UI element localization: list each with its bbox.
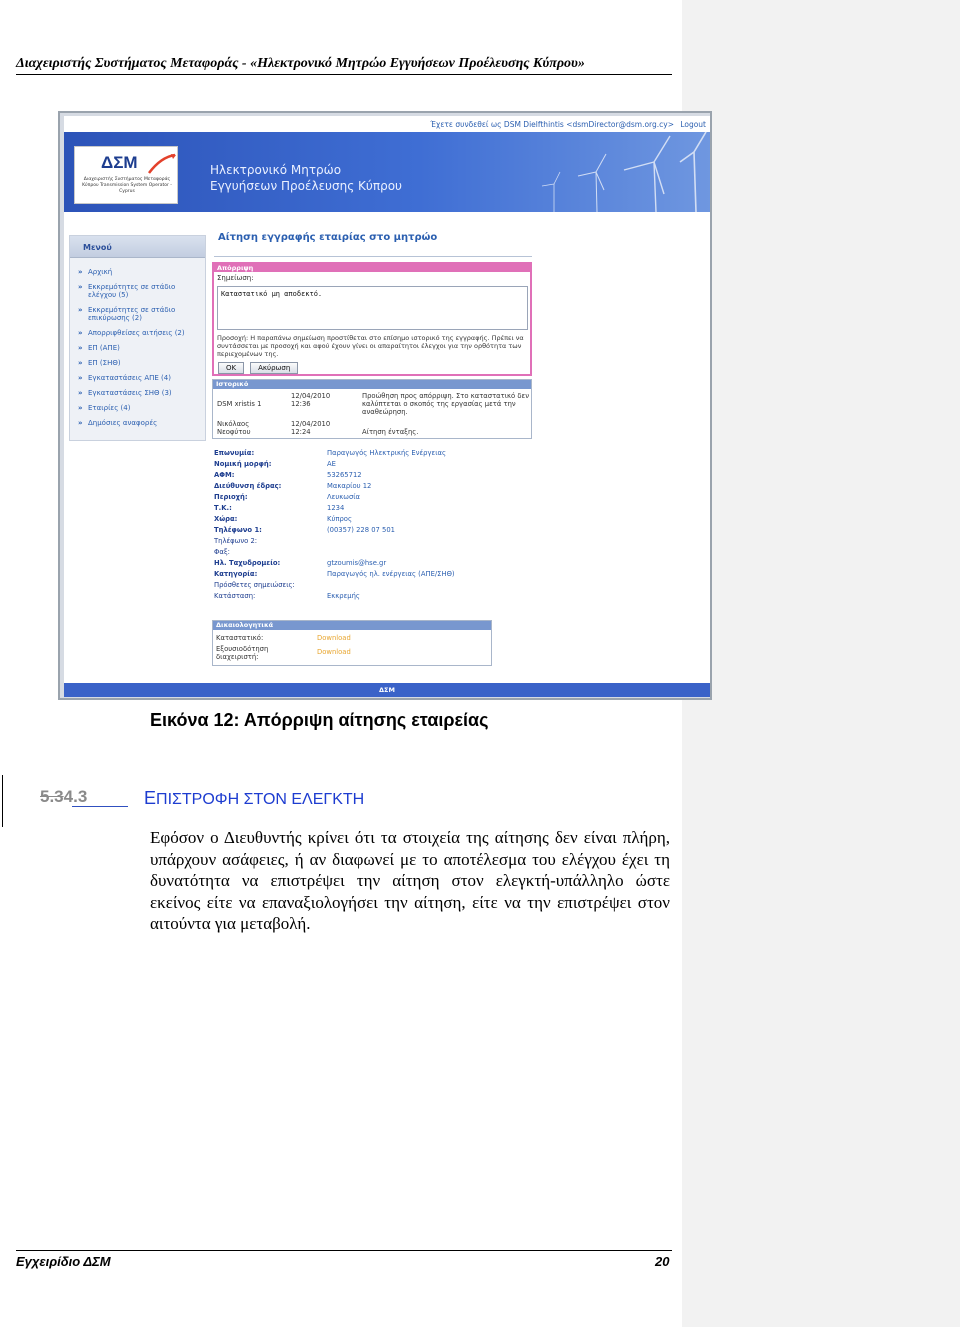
detail-row xyxy=(214,514,534,525)
detail-label: ΑΦΜ: xyxy=(214,471,235,479)
menu-item-ep-sith[interactable]: » ΕΠ (ΣΗΘ) xyxy=(78,359,121,367)
reject-panel xyxy=(212,262,532,376)
detail-label: Πρόσθετες σημειώσεις: xyxy=(214,581,295,589)
chevron-right-icon: » xyxy=(78,404,83,412)
detail-label: Κατηγορία: xyxy=(214,570,258,578)
wind-turbines-icon xyxy=(484,132,710,212)
chevron-right-icon: » xyxy=(78,268,83,276)
figure-caption: Εικόνα 12: Απόρριψη αίτησης εταιρείας xyxy=(150,710,489,730)
detail-value: ΑΕ xyxy=(327,460,336,468)
detail-label: Τηλέφωνο 1: xyxy=(214,526,262,534)
dsm-logo xyxy=(74,146,178,204)
page-margin-shade xyxy=(682,0,960,1327)
footer-manual-title: Εγχειρίδιο ΔΣΜ xyxy=(16,1254,111,1269)
menu-item-public-reports[interactable]: » Δημόσιες αναφορές xyxy=(78,419,158,427)
detail-value: Παραγωγός Ηλεκτρικής Ενέργειας xyxy=(327,449,446,457)
banner-title-line1: Ηλεκτρονικό Μητρώο xyxy=(210,163,342,177)
note-textarea[interactable]: Καταστατικό μη αποδεκτό. xyxy=(217,286,528,330)
documents-panel-header: Δικαιολογητικά xyxy=(213,621,491,630)
ok-button[interactable]: OK xyxy=(218,362,244,374)
detail-value: Εκκρεμής xyxy=(327,592,360,600)
detail-row xyxy=(214,558,534,569)
chevron-right-icon: » xyxy=(78,329,83,337)
history-panel: Ιστορικό DSM xristis 1 12/04/2010 12:36 Προώθηση προς απόρριψη. Στο καταστατικό δεν καλύπτεται ο σκοπός της εργασίας μετά την αναθεώρηση. Νικόλαος Νεοφύτου 12/04/2010 12:24 Αίτηση ένταξης. xyxy=(212,379,532,439)
detail-label: Φαξ: xyxy=(214,548,230,556)
detail-row xyxy=(214,525,534,536)
chevron-right-icon: » xyxy=(78,283,83,291)
detail-row xyxy=(214,547,534,558)
menu-item-pending-check[interactable]: » Εκκρεμότητες σε στάδιο ελέγχου (5) xyxy=(78,283,176,299)
detail-value: (00357) 228 07 501 xyxy=(327,526,396,534)
menu-item-pending-validation[interactable]: » Εκκρεμότητες σε στάδιο επικύρωσης (2) xyxy=(78,306,176,322)
detail-row xyxy=(214,536,534,547)
detail-label: Τηλέφωνο 2: xyxy=(214,537,258,545)
detail-value: gtzoumis@hse.gr xyxy=(327,559,387,567)
app-window xyxy=(64,116,710,697)
revision-change-bar xyxy=(2,775,3,827)
logout-link[interactable]: Logout xyxy=(680,120,706,129)
detail-label: Επωνυμία: xyxy=(214,449,255,457)
detail-row xyxy=(214,591,534,602)
cancel-button[interactable]: Ακύρωση xyxy=(250,362,298,374)
detail-row xyxy=(214,481,534,492)
logo-subtitle: Διαχειριστής Συστήματος Μεταφοράς Κύπρου Transmission System Operator - Cyprus xyxy=(82,177,172,194)
detail-label: Χώρα: xyxy=(214,515,238,523)
detail-value: Κύπρος xyxy=(327,515,352,523)
detail-row xyxy=(214,470,534,481)
footer-rule xyxy=(16,1250,672,1251)
chevron-right-icon: » xyxy=(78,419,83,427)
detail-row xyxy=(214,459,534,470)
logo-swoosh-icon xyxy=(147,153,177,177)
detail-label: Διεύθυνση έδρας: xyxy=(214,482,282,490)
menu-sidebar xyxy=(69,235,206,441)
chevron-right-icon: » xyxy=(78,359,83,367)
running-header: Διαχειριστής Συστήματος Μεταφοράς - «Ηλεκτρονικό Μητρώο Εγγυήσεων Προέλευσης Κύπρου» xyxy=(16,56,585,71)
banner-title-line2: Εγγυήσεων Προέλευσης Κύπρου xyxy=(210,179,402,193)
section-number-underline xyxy=(72,806,128,807)
chevron-right-icon: » xyxy=(78,374,83,382)
title-rule xyxy=(214,256,532,257)
menu-item-installations-sith[interactable]: » Εγκαταστάσεις ΣΗΘ (3) xyxy=(78,389,172,397)
detail-label: Περιοχή: xyxy=(214,493,248,501)
body-paragraph: Εφόσον ο Διευθυντής κρίνει ότι τα στοιχεία της αίτησης δεν είναι πλήρη, υπάρχουν ασάφειες, ή αν διαφωνεί με το αποτέλεσμα του ελέγχου έχει τη δυνατότητα να επιστρέψει την αίτηση στον ελεγκτή-υπάλληλο ώστε εκείνος είτε να επαναξιολογήσει την αίτηση, είτε να την επιστρέψει στον αιτούντα για μεταβολή. xyxy=(150,828,670,934)
chevron-right-icon: » xyxy=(78,306,83,314)
detail-row xyxy=(214,580,534,591)
download-link[interactable]: Download xyxy=(317,648,351,656)
detail-value: Παραγωγός ηλ. ενέργειας (ΑΠΕ/ΣΗΘ) xyxy=(327,570,455,578)
history-panel-header: Ιστορικό xyxy=(213,380,531,389)
detail-value: 1234 xyxy=(327,504,345,512)
document-row: Καταστατικό: Download xyxy=(216,634,351,642)
logo-mark: ΔΣΜ xyxy=(101,153,138,172)
section-number: 5.34.3 xyxy=(40,787,88,806)
detail-label: Κατάσταση: xyxy=(214,592,256,600)
app-footer: ΔΣΜ xyxy=(64,683,710,697)
reject-panel-header: Απόρριψη xyxy=(214,264,530,272)
menu-title: Μενού xyxy=(70,236,205,258)
detail-row xyxy=(214,569,534,580)
chevron-right-icon: » xyxy=(78,389,83,397)
menu-item-companies[interactable]: » Εταιρίες (4) xyxy=(78,404,131,412)
detail-row xyxy=(214,492,534,503)
detail-value: 53265712 xyxy=(327,471,362,479)
reject-warning: Προσοχή: Η παραπάνω σημείωση προστίθεται στο επίσημο ιστορικό της εγγραφής. Πρέπει να συντάσσεται με προσοχή και αφού έχουν γίνει οι απαραίτητοι έλεγχοι για την ορθότητα των περιεχομένων της. xyxy=(217,334,524,358)
chevron-right-icon: » xyxy=(78,344,83,352)
detail-value: Λευκωσία xyxy=(327,493,361,501)
menu-item-installations-ape[interactable]: » Εγκαταστάσεις ΑΠΕ (4) xyxy=(78,374,171,382)
detail-label: Νομική μορφή: xyxy=(214,460,272,468)
session-strip xyxy=(64,116,710,132)
menu-item-home[interactable]: » Αρχική xyxy=(78,268,113,276)
download-link[interactable]: Download xyxy=(317,634,351,642)
screenshot-figure xyxy=(58,111,712,700)
site-banner xyxy=(64,132,710,212)
page-title: Αίτηση εγγραφής εταιρίας στο μητρώο xyxy=(218,232,438,243)
detail-row xyxy=(214,503,534,514)
detail-label: Ηλ. Ταχυδρομείο: xyxy=(214,559,281,567)
page-number: 20 xyxy=(655,1254,670,1269)
detail-value: Μακαρίου 12 xyxy=(327,482,372,490)
header-rule xyxy=(16,74,672,75)
menu-item-rejected[interactable]: » Απορριφθείσες αιτήσεις (2) xyxy=(78,329,185,337)
banner-title xyxy=(210,162,402,194)
documents-panel xyxy=(212,620,492,666)
section-title: ΕΠΙΣΤΡΟΦΗ ΣΤΟΝ ΕΛΕΓΚΤΗ xyxy=(144,788,365,808)
note-label: Σημείωση: xyxy=(217,274,254,282)
detail-row xyxy=(214,448,534,459)
detail-label: Τ.Κ.: xyxy=(214,504,232,512)
document-row: Εξουσιοδότηση διαχειριστή: Download xyxy=(216,645,351,661)
menu-item-ep-ape[interactable]: » ΕΠ (ΑΠΕ) xyxy=(78,344,120,352)
session-info: Έχετε συνδεθεί ως DSM Dielfthintis <dsmDirector@dsm.org.cy> xyxy=(430,120,674,129)
company-details xyxy=(214,448,534,602)
